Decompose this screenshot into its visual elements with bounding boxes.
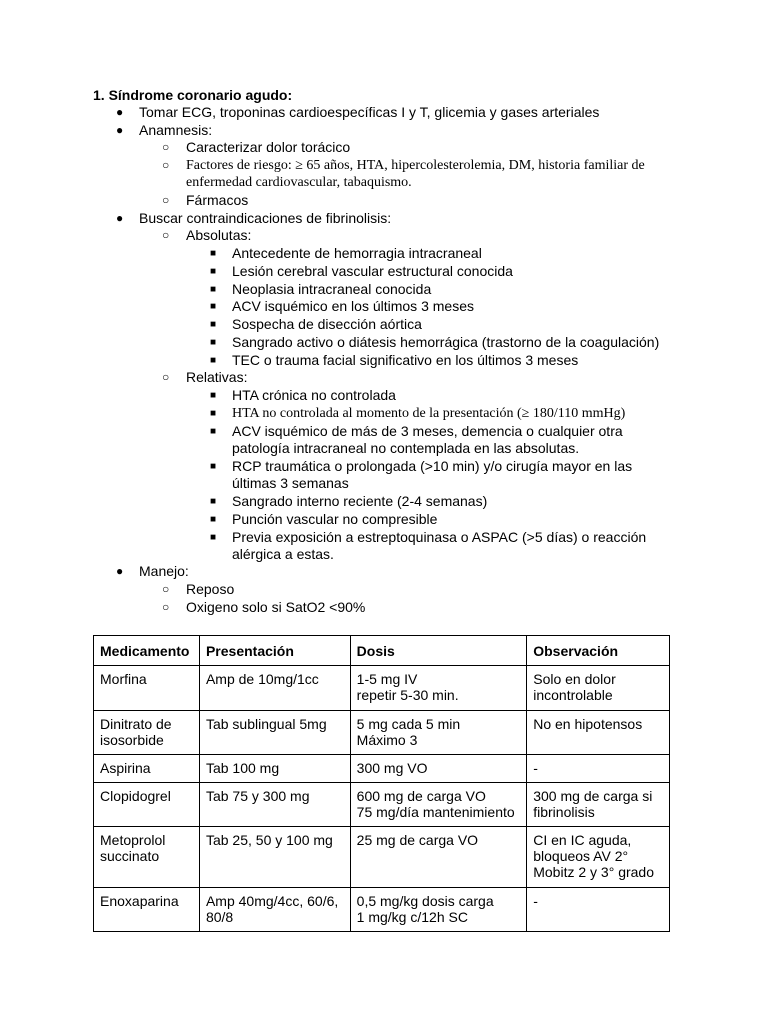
table-cell (527, 711, 670, 755)
cell-line: Enoxaparina (100, 893, 179, 909)
table-cell (199, 888, 350, 932)
list-item: Punción vascular no compresible (232, 511, 438, 527)
table-cell (350, 755, 527, 783)
cell-line: bloqueos AV 2° (533, 848, 629, 864)
cell-line: Tab 100 mg (205, 760, 280, 776)
list-item: ACV isquémico de más de 3 meses, demencia o cualquier otra (232, 423, 623, 439)
square-bullet-icon: ■ (210, 461, 217, 472)
cell-line: 300 mg de carga si (533, 788, 653, 804)
cell-line: fibrinolisis (533, 804, 595, 820)
square-bullet-icon: ■ (210, 248, 217, 259)
table-cell (527, 755, 670, 783)
cell-line: 300 mg VO (356, 760, 428, 776)
list-item: TEC o trauma facial significativo en los últimos 3 meses (232, 352, 579, 368)
circle-bullet-icon: ○ (162, 370, 170, 384)
cell-line: No en hipotensos (533, 716, 643, 732)
circle-bullet-icon: ○ (162, 193, 170, 207)
list-item-continuation: enfermedad cardiovascular, tabaquismo. (186, 175, 412, 190)
cell-line: Amp 40mg/4cc, 60/6, (205, 893, 339, 909)
list-item: Sangrado activo o diátesis hemorrágica (trastorno de la coagulación) (232, 334, 660, 350)
cell-line: Aspirina (100, 760, 151, 776)
table-cell (350, 711, 527, 755)
list-item: Sospecha de disección aórtica (232, 316, 422, 332)
table-row (94, 827, 670, 888)
list-item: Oxigeno solo si SatO2 <90% (186, 599, 366, 615)
column-header: Observación (527, 636, 670, 666)
circle-bullet-icon: ○ (162, 140, 170, 154)
table-row (94, 711, 670, 755)
table-cell (199, 827, 350, 888)
list-item: Lesión cerebral vascular estructural conocida (232, 263, 513, 279)
table-cell (199, 711, 350, 755)
circle-bullet-icon: ○ (162, 582, 170, 596)
circle-bullet-icon: ○ (162, 158, 170, 172)
list-item-continuation: patología intracraneal no contemplada en las absolutas. (232, 440, 580, 456)
list-item: Previa exposición a estreptoquinasa o ASPAC (>5 días) o reacción (232, 529, 647, 545)
column-header: Presentación (199, 636, 350, 666)
list-item: Anamnesis: (139, 122, 213, 138)
table-cell (94, 783, 200, 827)
square-bullet-icon: ■ (210, 266, 217, 277)
bullet-icon: ● (116, 105, 124, 119)
table-cell (94, 827, 200, 888)
cell-line: 1 mg/kg c/12h SC (356, 909, 468, 925)
square-bullet-icon: ■ (210, 337, 217, 348)
column-header: Medicamento (94, 636, 200, 666)
circle-bullet-icon: ○ (162, 228, 170, 242)
cell-line: Tab sublingual 5mg (205, 716, 327, 732)
cell-line: Dinitrato de (100, 716, 172, 732)
table-cell (350, 827, 527, 888)
bullet-icon: ● (116, 564, 124, 578)
cell-line: 25 mg de carga VO (356, 832, 479, 848)
list-item: Neoplasia intracraneal conocida (232, 281, 432, 297)
cell-line: Metoprolol (100, 832, 166, 848)
cell-line: isosorbide (100, 732, 164, 748)
bullet-icon: ● (116, 123, 124, 137)
list-item: ACV isquémico en los últimos 3 meses (232, 298, 474, 314)
table-cell (94, 755, 200, 783)
square-bullet-icon: ■ (210, 319, 217, 330)
list-item: Relativas: (186, 369, 248, 385)
bullet-icon: ● (116, 211, 124, 225)
cell-line: Tab 75 y 300 mg (205, 788, 310, 804)
table-cell (94, 666, 200, 711)
table-cell (199, 666, 350, 711)
cell-line: - (533, 760, 538, 776)
list-item: RCP traumática o prolongada (>10 min) y/o cirugía mayor en las (232, 458, 633, 474)
table-cell (527, 827, 670, 888)
cell-line: Clopidogrel (100, 788, 171, 804)
table-row (94, 783, 670, 827)
cell-line: incontrolable (533, 687, 613, 703)
square-bullet-icon: ■ (210, 514, 217, 525)
cell-line: Morfina (100, 671, 147, 687)
table-cell (94, 711, 200, 755)
table-cell (350, 783, 527, 827)
cell-line: Solo en dolor (533, 671, 616, 687)
list-item-continuation: últimas 3 semanas (232, 475, 349, 491)
cell-line: 0,5 mg/kg dosis carga (356, 893, 494, 909)
cell-line: 600 mg de carga VO (356, 788, 486, 804)
medication-table (93, 635, 670, 932)
list-item: Buscar contraindicaciones de fibrinolisis: (139, 210, 392, 226)
list-item: Manejo: (139, 563, 189, 579)
square-bullet-icon: ■ (210, 532, 217, 543)
table-cell (527, 666, 670, 711)
cell-line: Mobitz 2 y 3° grado (533, 864, 655, 880)
square-bullet-icon: ■ (210, 390, 217, 401)
cell-line: - (533, 893, 538, 909)
column-header: Dosis (350, 636, 527, 666)
list-item: Reposo (186, 581, 235, 597)
cell-line: 5 mg cada 5 min (356, 716, 461, 732)
square-bullet-icon: ■ (210, 496, 217, 507)
table-header-row (94, 636, 670, 666)
cell-line: Tab 25, 50 y 100 mg (205, 832, 333, 848)
section-title: 1. Síndrome coronario agudo: (93, 87, 293, 103)
list-item: HTA no controlada al momento de la presentación (≥ 180/110 mmHg) (232, 406, 626, 421)
table-row (94, 888, 670, 932)
cell-line: CI en IC aguda, (533, 832, 632, 848)
square-bullet-icon: ■ (210, 284, 217, 295)
table-cell (199, 755, 350, 783)
square-bullet-icon: ■ (210, 426, 217, 437)
cell-line: Amp de 10mg/1cc (205, 671, 319, 687)
square-bullet-icon: ■ (210, 355, 217, 366)
square-bullet-icon: ■ (210, 301, 217, 312)
list-item: Antecedente de hemorragia intracraneal (232, 245, 482, 261)
square-bullet-icon: ■ (210, 408, 217, 419)
list-item: HTA crónica no controlada (232, 387, 396, 403)
table-row (94, 666, 670, 711)
table-row (94, 755, 670, 783)
cell-line: 1-5 mg IV (356, 671, 418, 687)
list-item: Absolutas: (186, 227, 252, 243)
cell-line: succinato (100, 848, 160, 864)
list-item: Caracterizar dolor torácico (186, 139, 351, 155)
cell-line: repetir 5-30 min. (356, 687, 459, 703)
list-item: Sangrado interno reciente (2-4 semanas) (232, 493, 488, 509)
cell-line: 80/8 (205, 909, 234, 925)
table-cell (94, 888, 200, 932)
table-cell (527, 783, 670, 827)
list-item: Tomar ECG, troponinas cardioespecíficas I y T, glicemia y gases arteriales (139, 104, 600, 120)
list-item-continuation: alérgica a estas. (232, 546, 334, 562)
list-item: Fármacos (186, 192, 249, 208)
circle-bullet-icon: ○ (162, 600, 170, 614)
table-cell (199, 783, 350, 827)
table-cell (527, 888, 670, 932)
list-item: Factores de riesgo: ≥ 65 años, HTA, hipercolesterolemia, DM, historia familiar de (186, 158, 645, 173)
cell-line: Máximo 3 (356, 732, 418, 748)
cell-line: 75 mg/día mantenimiento (356, 804, 515, 820)
table-cell (350, 888, 527, 932)
table-cell (350, 666, 527, 711)
